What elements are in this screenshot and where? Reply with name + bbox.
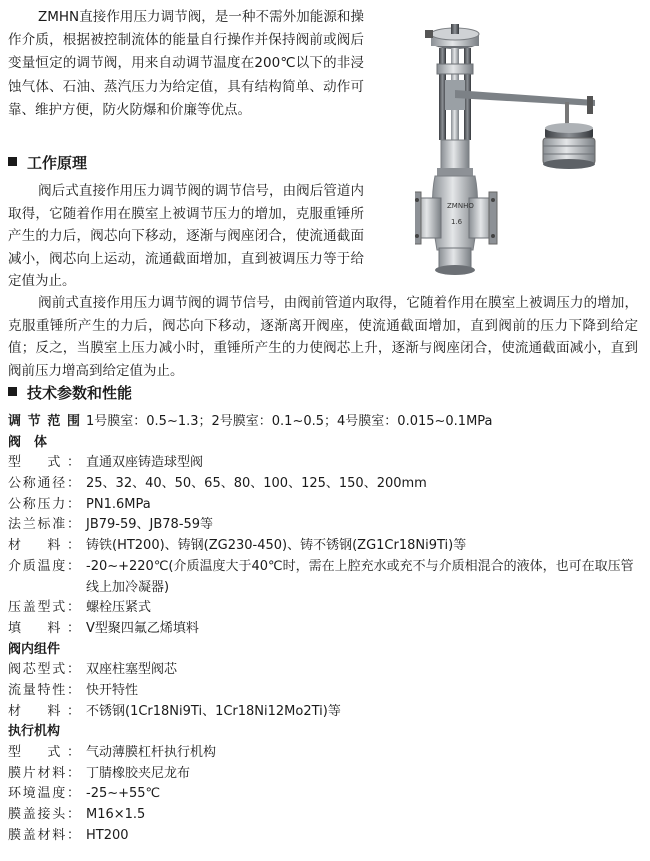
spec-label: 法兰标准： — [8, 517, 80, 533]
spec-label: 材 料： — [8, 538, 80, 554]
spec-label: 流量特性： — [8, 682, 80, 698]
section-title-working-principle: 工作原理 — [8, 152, 87, 173]
spec-row — [8, 805, 638, 826]
spec-label: 型 式： — [8, 455, 80, 471]
spec-row — [8, 453, 638, 474]
spec-row — [8, 495, 638, 516]
spec-label: 填 料： — [8, 620, 80, 636]
principle-paragraph-2: 阀前式直接作用压力调节阀的调节信号，由阀前管道内取得，它随着作用在膜室上被调压力的增加，克服重锤所产生的力后，阀芯向下移动，逐渐离开阀座，使流通截面增加，直到阀前的压力下降到给定值；反之，当膜室上压力减小时，重锤所产生的力使阀芯上升，逐渐与阀座闭合，使流通截面减小，直到阀前压力增高到给定值为止。 — [8, 295, 638, 379]
spec-label: 公称通径： — [8, 476, 80, 492]
spec-label: 环境温度： — [8, 786, 80, 802]
spec-value: -20~+220℃(介质温度大于40℃时，需在上腔充水或充不与介质相混合的液体，也可在取压管线上加冷凝器) — [86, 558, 634, 595]
spec-row — [8, 681, 638, 702]
spec-value: V型聚四氟乙烯填料 — [86, 620, 199, 636]
spec-label: 材 料： — [8, 703, 80, 719]
spec-row — [8, 474, 638, 495]
nameplate-label: ZMNHO — [447, 202, 474, 210]
spec-label: 阀芯型式： — [8, 662, 80, 678]
spec-value: 不锈钢(1Cr18Ni9Ti、1Cr18Ni12Mo2Ti)等 — [86, 703, 341, 719]
spec-label: 公称压力： — [8, 496, 80, 512]
pressure-mark: 1.6 — [451, 218, 463, 226]
spec-value: 25、32、40、50、65、80、100、125、150、200mm — [86, 476, 427, 492]
spec-row — [8, 826, 638, 847]
spec-label: 调节范围 — [8, 414, 80, 429]
spec-value: JB79-59、JB78-59等 — [86, 517, 214, 533]
spec-row-range — [8, 412, 638, 433]
spec-label: 压盖型式： — [8, 600, 80, 616]
valve-product-illustration — [415, 20, 605, 285]
spec-row — [8, 743, 638, 764]
spec-row — [8, 660, 638, 681]
intro-text: ZMHN直接作用压力调节阀，是一种不需外加能源和操作介质，根据被控制流体的能量自行操作并保持阀前或阀后变量恒定的调节阀，用来自动调节温度在200℃以下的非浸蚀气体、石油、蒸汽压力为给定值，具有结构简单、动作可靠、维护方便，防火防爆和价廉等优点。 — [8, 9, 364, 118]
spec-row — [8, 764, 638, 785]
spec-value: 丁腈橡胶夹尼龙布 — [86, 765, 191, 781]
spec-label: 型 式： — [8, 745, 80, 761]
spec-row — [8, 557, 638, 598]
spec-row — [8, 619, 638, 640]
spec-row — [8, 598, 638, 619]
spec-value: PN1.6MPa — [86, 496, 151, 512]
spec-value: 直通双座铸造球型阀 — [86, 455, 204, 471]
spec-value: 双座柱塞型阀芯 — [86, 662, 178, 678]
spec-row — [8, 536, 638, 557]
group-header-actuator: 执行机构 — [8, 724, 61, 740]
spec-value: HT200 — [86, 827, 129, 843]
section-title-specifications: 技术参数和性能 — [8, 382, 132, 403]
spec-row — [8, 784, 638, 805]
spec-value: 1号膜室：0.5~1.3；2号膜室：0.1~0.5；4号膜室：0.015~0.1MPa — [86, 414, 493, 429]
spec-value: M16×1.5 — [86, 807, 146, 823]
group-header-valve-body: 阀 体 — [8, 434, 48, 450]
spec-value: 气动薄膜杠杆执行机构 — [86, 745, 217, 761]
spec-label: 膜片材料： — [8, 765, 80, 781]
spec-value: -25~+55℃ — [86, 786, 161, 802]
square-bullet-icon — [8, 387, 17, 396]
spec-value: 铸铁(HT200)、铸钢(ZG230-450)、铸不锈钢(ZG1Cr18Ni9Ti)等 — [86, 538, 467, 554]
spec-label: 膜盖材料： — [8, 827, 80, 843]
principle-paragraph-1: 阀后式直接作用压力调节阀的调节信号，由阀后管道内取得，它随着作用在膜室上被调节压力的增加，克服重锤所产生的力后，阀芯向下移动，逐渐与阀座闭合，使流通截面减小，阀芯向上运动，流通截面增加，直到被调压力等于给定值为止。 — [8, 183, 364, 289]
spec-label: 介质温度： — [8, 558, 80, 574]
square-bullet-icon — [8, 157, 17, 166]
group-header-trim: 阀内组件 — [8, 641, 61, 657]
spec-value: 快开特性 — [86, 682, 139, 698]
spec-label: 膜盖接头： — [8, 807, 80, 823]
spec-value: 螺栓压紧式 — [86, 600, 152, 616]
spec-table — [8, 412, 638, 846]
intro-paragraph — [8, 6, 364, 122]
spec-row — [8, 702, 638, 723]
spec-row — [8, 515, 638, 536]
